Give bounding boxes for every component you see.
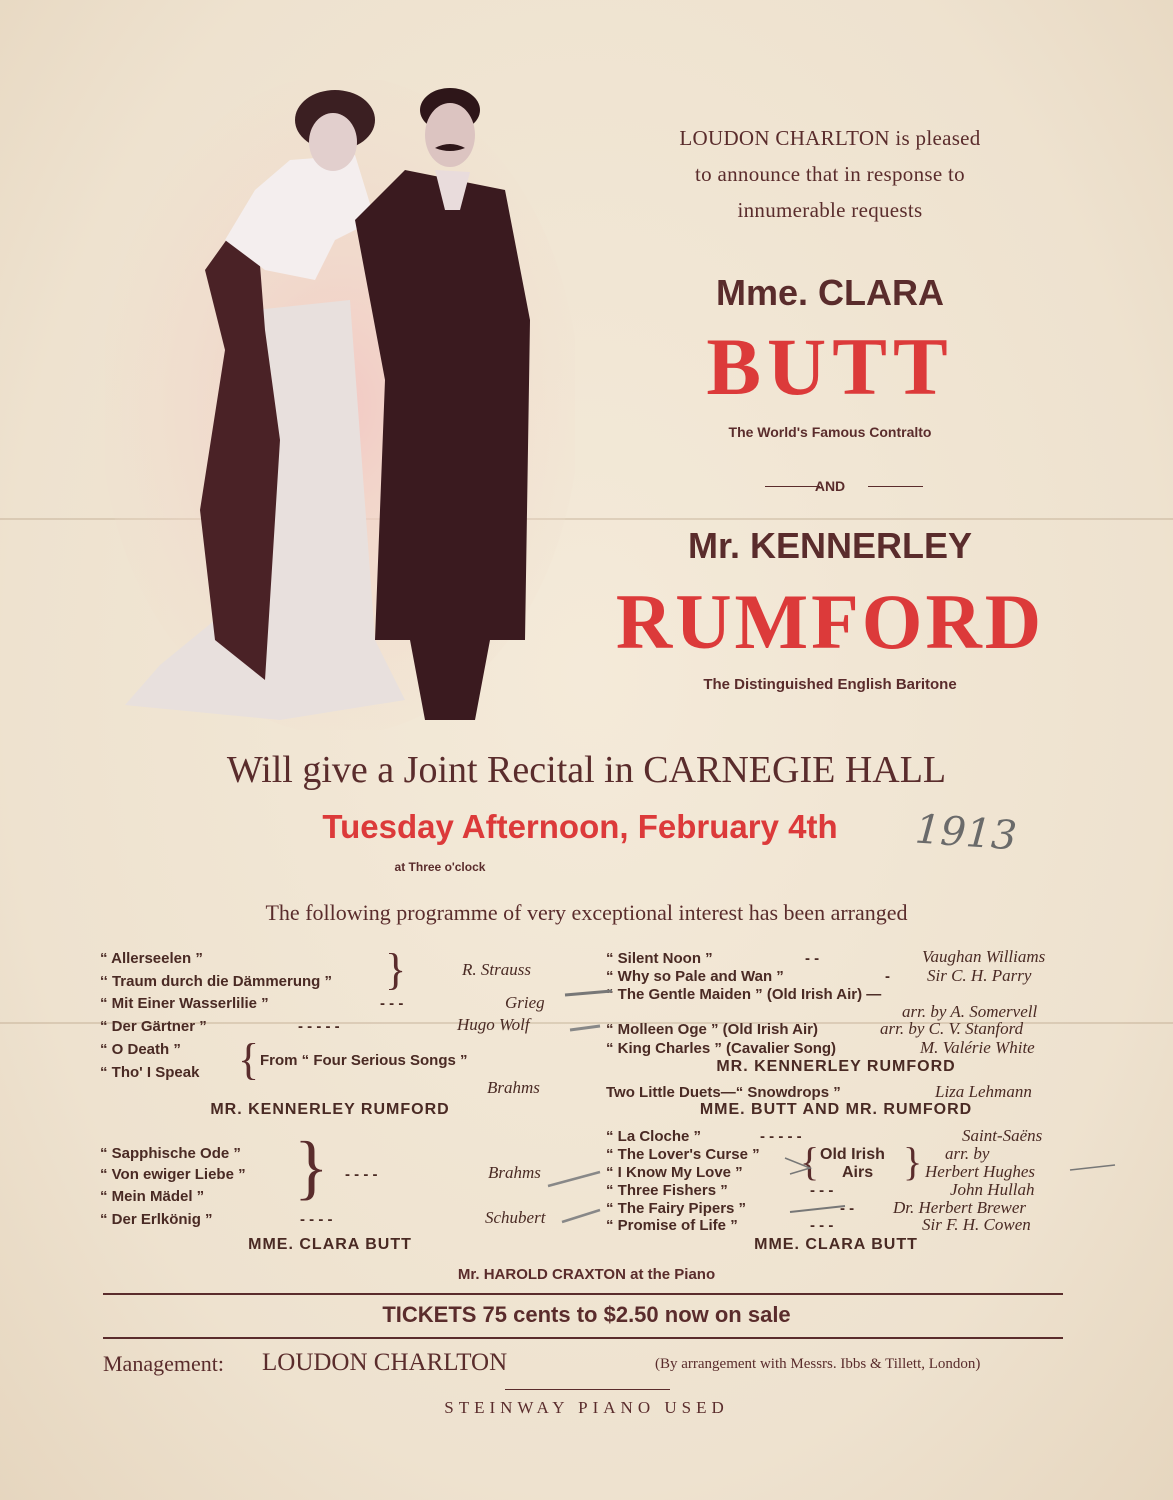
artist1-surname: BUTT	[706, 321, 954, 412]
artist1-prefix: Mme. CLARA	[715, 272, 944, 313]
dashes: - - -	[810, 1217, 834, 1234]
group-note: Airs	[842, 1164, 874, 1181]
song-title: “ I Know My Love ”	[606, 1164, 743, 1181]
song-title: “ Molleen Oge ” (Old Irish Air)	[606, 1021, 818, 1038]
composer: Grieg	[505, 993, 545, 1012]
brace: {	[238, 1035, 260, 1084]
dashes: - - - -	[345, 1166, 378, 1183]
announcement-line: LOUDON CHARLTON is pleased	[679, 126, 981, 150]
song-title: “ Mein Mädel ”	[100, 1188, 205, 1205]
performer-name: MME. CLARA BUTT	[248, 1236, 412, 1253]
song-title: “ Der Erlkönig ”	[100, 1211, 213, 1228]
group-note: Old Irish	[820, 1146, 885, 1163]
composer: Schubert	[485, 1208, 546, 1227]
event-time: at Three o'clock	[394, 860, 486, 874]
composer: R. Strauss	[462, 960, 531, 979]
rule-line	[505, 1389, 670, 1390]
composer: Hugo Wolf	[457, 1015, 530, 1034]
song-title: “ Silent Noon ”	[606, 950, 713, 967]
dashes: - -	[840, 1200, 855, 1217]
song-title: “ Von ewiger Liebe ”	[100, 1166, 246, 1183]
recital-headline: Will give a Joint Recital in CARNEGIE HALL	[226, 749, 947, 791]
arranger: arr. by	[945, 1144, 990, 1163]
conjunction: AND	[814, 478, 846, 494]
handwritten-year: 1913	[913, 806, 1019, 860]
performer-name: MR. KENNERLEY RUMFORD	[210, 1101, 450, 1118]
composer: Saint-Saëns	[962, 1126, 1043, 1145]
song-title: “ O Death ”	[100, 1041, 181, 1058]
performer-name: MME. CLARA BUTT	[754, 1236, 918, 1253]
composer: Liza Lehmann	[935, 1082, 1032, 1101]
song-title: “ Mit Einer Wasserlilie ”	[100, 995, 269, 1012]
tickets-line: TICKETS 75 cents to $2.50 now on sale	[382, 1302, 791, 1327]
composer: Brahms	[487, 1078, 540, 1097]
performer-name: MR. KENNERLEY RUMFORD	[716, 1058, 956, 1075]
song-title: “ Three Fishers ”	[606, 1182, 728, 1199]
brace: }	[385, 945, 407, 994]
management-label: Management:	[103, 1351, 224, 1376]
song-title: “ The Fairy Pipers ”	[606, 1200, 747, 1217]
management-name: LOUDON CHARLTON	[262, 1349, 508, 1376]
song-title: “ The Lover's Curse ”	[606, 1146, 760, 1163]
song-title: “ King Charles ” (Cavalier Song)	[606, 1040, 837, 1057]
programme-intro: The following programme of very exceptional interest has been arranged	[265, 900, 908, 925]
performer-name: MME. BUTT AND MR. RUMFORD	[699, 1101, 973, 1118]
rule-line	[103, 1337, 1063, 1339]
announcement-line: to announce that in response to	[695, 162, 965, 186]
song-title: ‘‘ Traum durch die Dämmerung ”	[100, 973, 332, 990]
song-title: “ Sapphische Ode ”	[100, 1145, 241, 1162]
song-title: “ La Cloche ”	[606, 1128, 702, 1145]
artist2-tagline: The Distinguished English Baritone	[703, 676, 957, 693]
event-date: Tuesday Afternoon, February 4th	[322, 808, 838, 845]
brace: }	[294, 1127, 329, 1207]
arrangement-note: (By arrangement with Messrs. Ibbs & Tillett, London)	[655, 1356, 981, 1372]
rule-line	[103, 1293, 1063, 1295]
dashes: - - -	[380, 995, 404, 1012]
arranger: arr. by A. Somervell	[902, 1002, 1038, 1021]
song-title: “ Promise of Life ”	[606, 1217, 738, 1234]
song-title: Two Little Duets—“ Snowdrops ”	[606, 1084, 841, 1101]
composer: Dr. Herbert Brewer	[893, 1198, 1026, 1217]
dashes: - - - - -	[298, 1018, 340, 1035]
artist1-tagline: The World's Famous Contralto	[728, 424, 932, 440]
song-title: “ Allerseelen ”	[100, 950, 203, 967]
brace: }	[903, 1139, 923, 1184]
composer: Sir C. H. Parry	[927, 966, 1032, 985]
song-note: From “ Four Serious Songs ”	[260, 1052, 468, 1069]
composer: John Hullah	[950, 1180, 1035, 1199]
arranger: arr. by C. V. Stanford	[880, 1019, 1024, 1038]
song-title: “ The Gentle Maiden ” (Old Irish Air) —	[606, 986, 882, 1003]
artist2-prefix: Mr. KENNERLEY	[687, 525, 973, 566]
brace: {	[800, 1139, 820, 1184]
dashes: - - - -	[300, 1211, 333, 1228]
composer: Sir F. H. Cowen	[922, 1215, 1031, 1234]
piano-credit: STEINWAY PIANO USED	[444, 1398, 729, 1417]
pianist-credit: Mr. HAROLD CRAXTON at the Piano	[457, 1266, 716, 1283]
song-title: “ Tho' I Speak	[100, 1064, 200, 1081]
announcement-line: innumerable requests	[737, 198, 923, 222]
dashes: - -	[805, 950, 820, 967]
dashes: - - - - -	[760, 1128, 802, 1145]
artist2-surname: RUMFORD	[615, 578, 1045, 665]
composer: Brahms	[488, 1163, 541, 1182]
dashes: - - -	[810, 1182, 834, 1199]
song-title: “ Der Gärtner ”	[100, 1018, 207, 1035]
arranger: Herbert Hughes	[925, 1162, 1036, 1181]
composer: Vaughan Williams	[922, 947, 1046, 966]
composer: M. Valérie White	[920, 1038, 1035, 1057]
dashes: -	[885, 968, 890, 985]
song-title: “ Why so Pale and Wan ”	[606, 968, 784, 985]
